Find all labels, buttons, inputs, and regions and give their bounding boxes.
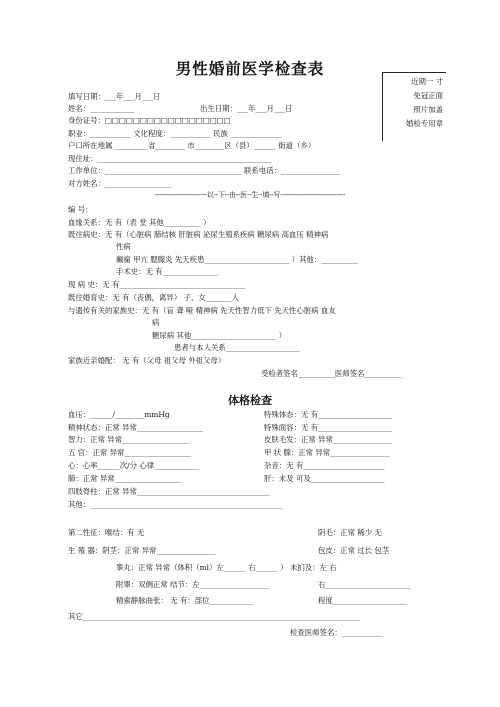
signature-row[interactable]: 受检者签名__________医师签名__________	[261, 369, 402, 378]
photo-note-line: 近期一 寸	[411, 77, 443, 86]
heart-field[interactable]: 心：心率______次/分 心律____________	[68, 461, 199, 470]
physical-exam-heading: 体格检查	[228, 394, 272, 407]
surgery-history-row[interactable]: 手术史：无 有_______________	[116, 267, 219, 276]
penis-field[interactable]: 生 殖 器：阴茎：正常 异常________________	[68, 546, 216, 555]
patient-relation-field[interactable]: 患者与本人关系____________________	[174, 343, 300, 352]
family-genetic-history-row[interactable]: 与遗传有关的家族史：无 有（盲 聋 哑 精神病 先天性智力低下 先天性心脏病 血友	[68, 306, 336, 315]
murmur-field[interactable]: 杂音：无 有______________________	[264, 461, 385, 470]
past-medical-history-cont[interactable]: 性病	[116, 242, 131, 251]
serial-number-field[interactable]: 编 号：	[68, 205, 93, 214]
present-illness-row[interactable]: 现 病 史：无 有__________________________________	[68, 280, 246, 289]
liver-field[interactable]: 肝：未及 可及____________________	[264, 474, 385, 483]
varicocele-field[interactable]: 精索静脉曲张： 无 有：部位____________	[116, 596, 254, 605]
testis-field[interactable]: 睾丸：正常 异常（体积（ml）左______ 右______ ） 未扪及：左 右	[116, 563, 337, 572]
family-genetic-history-row-2[interactable]: 糖尿病 其他_______________________ ）	[152, 331, 287, 340]
fill-date-field[interactable]: 填写日期：___年___月___日	[68, 92, 161, 101]
household-registration-row[interactable]: 户口所在地属 _________省________ 市________区（县）______ 街道（乡）	[68, 141, 316, 150]
occupation-education-ethnicity-row[interactable]: 职业：___________ 文化程度：___________ 民族 ______________	[68, 129, 282, 138]
lung-field[interactable]: 肺：正常 异常__________________	[68, 474, 182, 483]
epididymis-field[interactable]: 附睾：双侧正常 结节：左___________________	[116, 580, 270, 589]
thyroid-field[interactable]: 甲 状 腺：正常 异常________________	[264, 448, 390, 457]
examining-doctor-signature[interactable]: 检查医师签名：___________	[290, 628, 383, 637]
epididymis-right-field[interactable]: 右_______________________	[318, 580, 411, 589]
mental-state-field[interactable]: 精神状态：正常 异常__________________	[68, 423, 204, 432]
marital-reproductive-history-row[interactable]: 既往婚育史：无 有（丧偶，离异） 子、女_______人	[68, 293, 239, 302]
pubic-hair-field[interactable]: 阴毛：正常 稀少 无	[318, 528, 382, 537]
birth-date-field[interactable]: 出生日期：___年___月___日	[200, 104, 293, 113]
other-findings-field[interactable]: 其它___________________________________________________________________________	[68, 612, 360, 621]
skin-hair-field[interactable]: 皮肤毛发：正常 异常________________	[264, 435, 392, 444]
blood-pressure-field[interactable]: 血压：______/________mmHg	[68, 410, 170, 419]
photo-note-line: 免冠正面	[413, 91, 443, 100]
photo-note-line: 婚检专用章	[406, 119, 443, 128]
past-medical-history-row-2[interactable]: 癫痫 甲亢 腮腺炎 先天疾患_______________________ ）其他：__________	[116, 255, 359, 264]
other-exam-field[interactable]: 其他：____________________________________________________	[68, 500, 283, 509]
limbs-spine-field[interactable]: 四肢脊柱：正常 异常____________________________________	[68, 487, 270, 496]
current-address-field[interactable]: 现住址：_______________________________________________	[68, 154, 272, 163]
varicocele-degree-field[interactable]: 程度____________________	[318, 596, 407, 605]
partner-name-field[interactable]: 对方姓名：__________________	[68, 179, 172, 188]
consanguinity-row[interactable]: 血缘关系：无 有（表 堂 其他__________ ）	[68, 218, 211, 227]
consanguineous-marriage-row[interactable]: 家族近亲婚配： 无 有（父母 祖父母 外祖父母）	[68, 356, 226, 365]
special-face-field[interactable]: 特殊面容：无 有____________________	[264, 423, 392, 432]
past-medical-history-row[interactable]: 既往病史：无 有（心脏病 肺结核 肝脏病 泌尿生殖系疾病 糖尿病 高血压 精神病	[68, 230, 329, 239]
foreskin-field[interactable]: 包皮：正常 过长 包茎	[318, 546, 390, 555]
name-field[interactable]: 姓名：____________	[68, 104, 135, 113]
id-number-field[interactable]: 身份证号：□□□□□□□□□□□□□□□□□□	[68, 116, 231, 125]
doctor-section-separator: ------------------------以--下--由--医--生--填--写------------------------------	[154, 191, 346, 199]
special-posture-field[interactable]: 特殊体态：无 有____________________	[264, 410, 392, 419]
intelligence-field[interactable]: 智力：正常 异常__________________	[68, 435, 189, 444]
adams-apple-field[interactable]: 第二性征：喉结：有 无	[68, 528, 145, 537]
photo-note-line: 照片加盖	[413, 105, 443, 114]
workplace-phone-row[interactable]: 工作单位：_____________________________________ 联系电话：________________	[68, 166, 341, 175]
photo-box	[382, 72, 446, 141]
form-title: 男性婚前医学检查表	[175, 59, 325, 78]
facial-features-field[interactable]: 五 官：正常 异常__________________	[68, 448, 191, 457]
family-genetic-history-cont[interactable]: 病	[152, 318, 160, 327]
